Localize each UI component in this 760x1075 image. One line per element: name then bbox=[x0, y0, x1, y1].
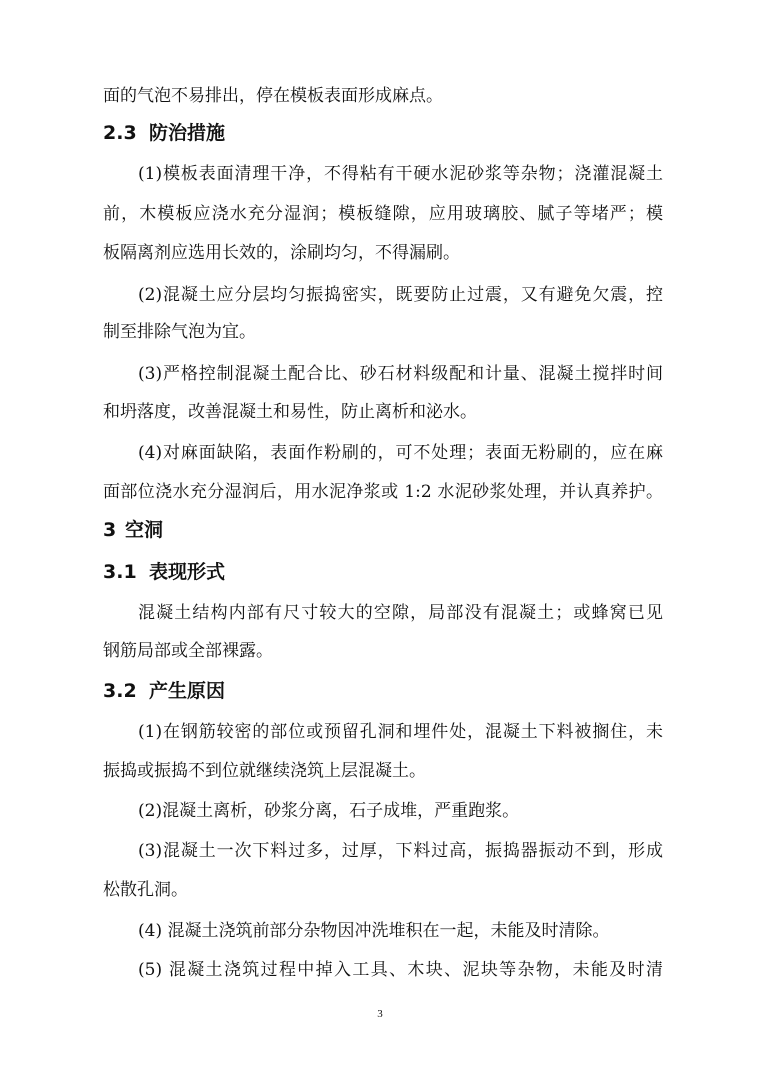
heading-title: 表现形式 bbox=[149, 561, 226, 583]
paragraph-line: (3)混凝土一次下料过多，过厚，下料过高，振捣器振动不到，形成 bbox=[138, 841, 663, 861]
heading-title: 防治措施 bbox=[149, 122, 226, 144]
heading-3 bbox=[103, 518, 163, 542]
paragraph-line: (4) 混凝土浇筑前部分杂物因冲洗堆积在一起，未能及时清除。 bbox=[138, 921, 610, 941]
heading-number: 3 bbox=[103, 519, 117, 541]
paragraph-line: (1)在钢筋较密的部位或预留孔洞和埋件处，混凝土下料被搁住，未 bbox=[138, 722, 663, 742]
paragraph-line: 振捣或振捣不到位就继续浇筑上层混凝土。 bbox=[103, 761, 426, 781]
paragraph-line: (1)模板表面清理干净，不得粘有干硬水泥砂浆等杂物；浇灌混凝土 bbox=[138, 164, 663, 184]
paragraph-line: 松散孔洞。 bbox=[103, 880, 188, 900]
heading-number: 3.1 bbox=[103, 561, 137, 583]
paragraph-line: 和坍落度，改善混凝土和易性，防止离析和泌水。 bbox=[103, 402, 477, 422]
paragraph-line: (5) 混凝土浇筑过程中掉入工具、木块、泥块等杂物，未能及时清 bbox=[138, 960, 663, 980]
paragraph-line: (3)严格控制混凝土配合比、砂石材料级配和计量、混凝土搅拌时间 bbox=[138, 364, 663, 384]
paragraph-line: (2)混凝土离析，砂浆分离，石子成堆，严重跑浆。 bbox=[138, 801, 520, 821]
paragraph-line: 面部位浇水充分湿润后，用水泥净浆或 1:2 水泥砂浆处理，并认真养护。 bbox=[103, 482, 663, 502]
paragraph-line: 前，木模板应浇水充分湿润；模板缝隙，应用玻璃胶、腻子等堵严；模 bbox=[103, 204, 663, 224]
heading-title: 产生原因 bbox=[149, 680, 226, 702]
paragraph-line: 板隔离剂应选用长效的，涂刷均匀，不得漏刷。 bbox=[103, 243, 460, 263]
heading-number: 2.3 bbox=[103, 122, 137, 144]
heading-3-1 bbox=[103, 560, 225, 584]
paragraph-line: 制至排除气泡为宜。 bbox=[103, 322, 256, 342]
intro-line: 面的气泡不易排出，停在模板表面形成麻点。 bbox=[103, 86, 443, 106]
heading-2-3 bbox=[103, 121, 225, 145]
paragraph-line: (2)混凝土应分层均匀振捣密实，既要防止过震，又有避免欠震，控 bbox=[138, 285, 663, 305]
page-number: 3 bbox=[377, 1008, 383, 1020]
paragraph-line: 混凝土结构内部有尺寸较大的空隙，局部没有混凝土；或蜂窝已见 bbox=[138, 603, 663, 623]
paragraph-line: 钢筋局部或全部裸露。 bbox=[103, 641, 273, 661]
paragraph-line: (4)对麻面缺陷，表面作粉刷的，可不处理；表面无粉刷的，应在麻 bbox=[138, 443, 663, 463]
heading-number: 3.2 bbox=[103, 680, 137, 702]
heading-3-2 bbox=[103, 679, 225, 703]
heading-title: 空洞 bbox=[125, 519, 164, 541]
